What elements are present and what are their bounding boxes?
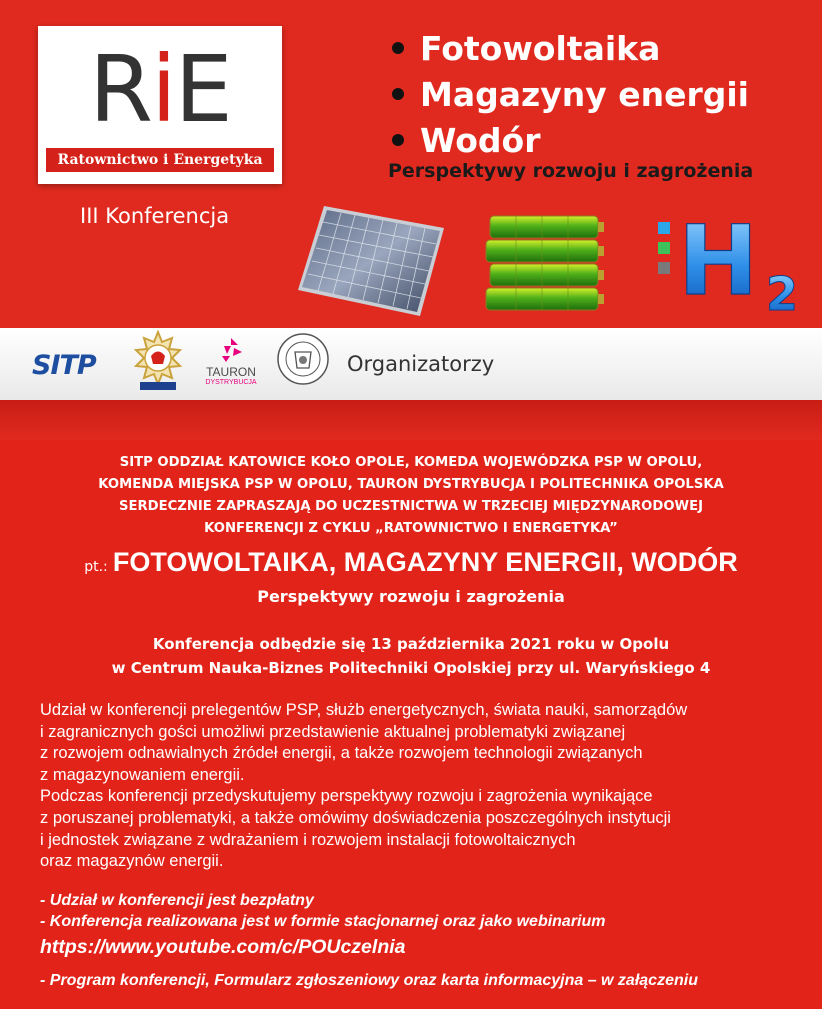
intro-text bbox=[0, 452, 822, 540]
description-line: i jednostek związane z wdrażaniem i rozwojem instalacji fotowoltaicznych bbox=[40, 830, 576, 849]
h2-letter: H bbox=[678, 208, 759, 317]
intro-line: SERDECZNIE ZAPRASZAJĄ DO UCZESTNICTWA W TRZECIEJ MIĘDZYNARODOWEJ bbox=[118, 499, 703, 514]
date-line: Konferencja odbędzie się 13 października 2021 roku w Opolu bbox=[152, 635, 670, 653]
topics-list bbox=[386, 26, 749, 164]
bullet-icon bbox=[392, 42, 404, 54]
topic-label: Magazyny energii bbox=[420, 75, 749, 114]
tauron-name: TAURON bbox=[206, 365, 256, 379]
battery-icon bbox=[482, 212, 608, 312]
notes-list bbox=[40, 890, 810, 932]
sitp-logo: SITP bbox=[32, 350, 96, 381]
bullet-icon bbox=[392, 134, 404, 146]
topic-label: Wodór bbox=[420, 121, 541, 160]
description-line: z rozwojem odnawialnych źródeł energii, a także rozwojem technologii związanych bbox=[40, 744, 643, 763]
title-prefix: pt.: bbox=[84, 559, 108, 575]
title-main: FOTOWOLTAIKA, MAGAZYNY ENERGII, WODÓR bbox=[112, 547, 738, 577]
note-free: - Udział w konferencji jest bezpłatny bbox=[40, 892, 314, 909]
rie-logo bbox=[38, 26, 282, 184]
youtube-link[interactable]: https://www.youtube.com/c/POUczelnia bbox=[40, 936, 406, 958]
topic-label: Fotowoltaika bbox=[420, 29, 661, 68]
topic-item bbox=[386, 72, 749, 118]
tauron-symbol-icon bbox=[216, 336, 246, 362]
topic-item bbox=[386, 118, 749, 164]
intro-line: KONFERENCJI Z CYKLU „RATOWNICTWO I ENERGETYKA” bbox=[204, 521, 618, 536]
tauron-logo bbox=[196, 336, 266, 387]
h2-digit: 2 bbox=[766, 267, 799, 318]
topics-subtitle: Perspektywy rozwoju i zagrożenia bbox=[388, 160, 754, 182]
logo-letter-i: i bbox=[151, 36, 175, 143]
location-line: w Centrum Nauka-Biznes Politechniki Opolskiej przy ul. Waryńskiego 4 bbox=[111, 659, 711, 677]
program-note: - Program konferencji, Formularz zgłoszeniowy oraz karta informacyjna – w załączeniu bbox=[40, 972, 698, 989]
intro-line: KOMENDA MIEJSKA PSP W OPOLU, TAURON DYSTRYBUCJA I POLITECHNIKA OPOLSKA bbox=[98, 477, 724, 492]
description-line: oraz magazynów energii. bbox=[40, 852, 224, 871]
description-line: Udział w konferencji prelegentów PSP, służb energetycznych, świata nauki, samorządów bbox=[40, 701, 688, 719]
bullet-icon bbox=[392, 88, 404, 100]
hydrogen-icon bbox=[652, 208, 802, 318]
conference-subtitle: Perspektywy rozwoju i zagrożenia bbox=[257, 587, 565, 606]
tauron-subtitle: DYSTRYBUCJA bbox=[205, 379, 257, 386]
psp-emblem-icon bbox=[132, 330, 184, 396]
logo-letter-e: E bbox=[174, 36, 231, 143]
description-line: z magazynowaniem energii. bbox=[40, 765, 245, 784]
intro-line: SITP ODDZIAŁ KATOWICE KOŁO OPOLE, KOMEDA WOJEWÓDZKA PSP W OPOLU, bbox=[119, 455, 703, 470]
logo-letter-r: R bbox=[89, 36, 152, 143]
conference-label: III Konferencja bbox=[80, 204, 230, 228]
logo-letters bbox=[38, 36, 282, 143]
politechnika-emblem-icon bbox=[276, 332, 330, 386]
solar-panel-icon bbox=[296, 202, 446, 318]
description-line: Podczas konferencji przedyskutujemy perspektywy rozwoju i zagrożenia wynikające bbox=[40, 787, 653, 806]
organizers-label: Organizatorzy bbox=[347, 352, 495, 376]
description-line: z poruszanej problematyki, a także omówimy doświadczenia poszczególnych instytucji bbox=[40, 808, 671, 827]
conference-title bbox=[0, 547, 822, 578]
date-location bbox=[0, 632, 822, 680]
band-shadow bbox=[0, 400, 822, 440]
logo-bar: Ratownictwo i Energetyka bbox=[46, 148, 274, 172]
note-format: - Konferencja realizowana jest w formie stacjonarnej oraz jako webinarium bbox=[40, 913, 606, 930]
topic-item bbox=[386, 26, 749, 72]
description-line: i zagranicznych gości umożliwi przedstawienie aktualnej problematyki związanej bbox=[40, 722, 626, 741]
description-text bbox=[40, 700, 800, 873]
